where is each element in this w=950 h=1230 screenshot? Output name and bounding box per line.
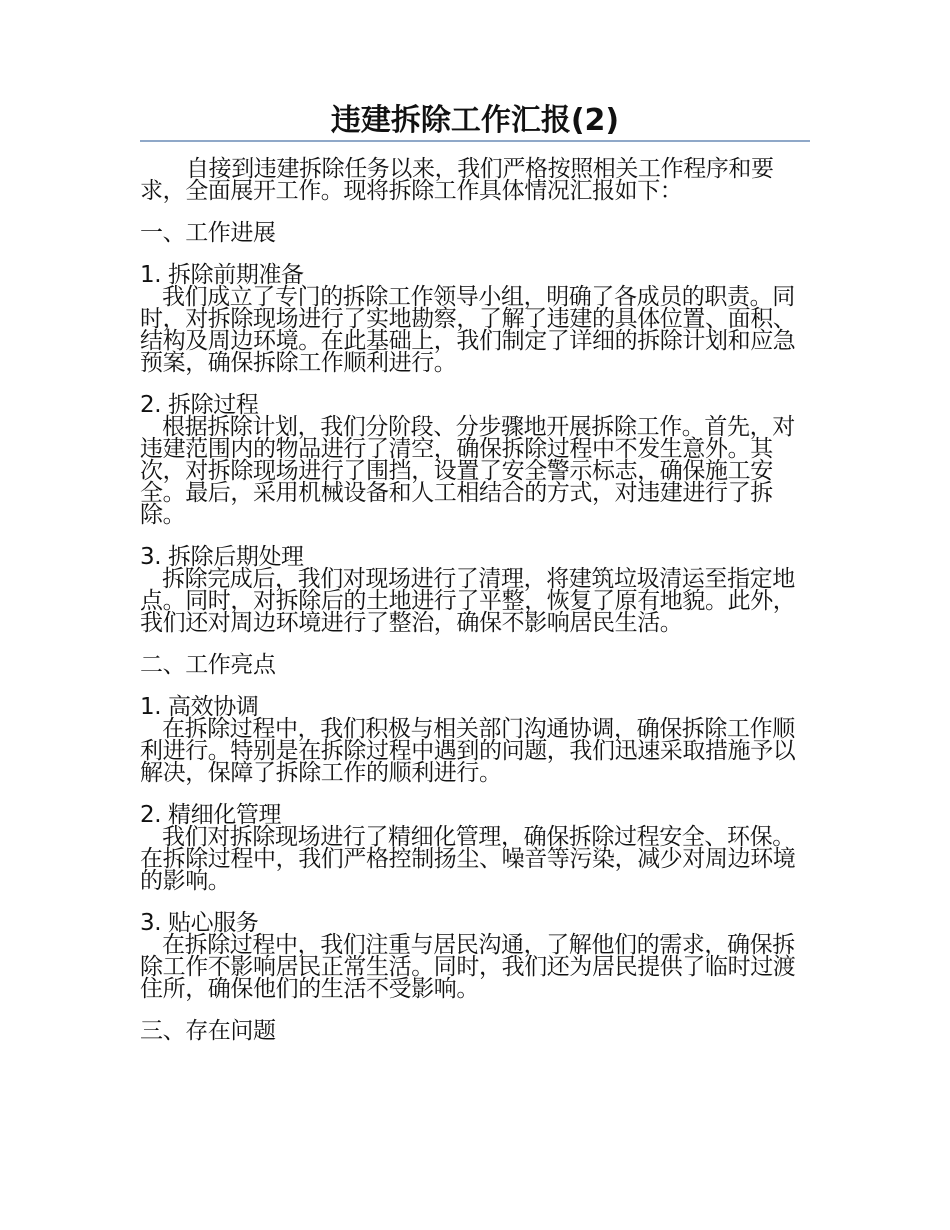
subheading-management: 2. 精细化管理 — [140, 802, 282, 828]
paragraph-process: 根据拆除计划，我们分阶段、分步骤地开展拆除工作。首先，对违建范围内的物品进行了清空，确保拆除过程中不发生意外。其次，对拆除现场进行了围挡，设置了安全警示标志，确保施工安全。最后，采用机械设备和人工相结合的方式，对违建进行了拆除。 — [140, 414, 795, 528]
paragraph-coordination: 在拆除过程中，我们积极与相关部门沟通协调，确保拆除工作顺利进行。特别是在拆除过程中遇到的问题，我们迅速采取措施予以解决，保障了拆除工作的顺利进行。 — [140, 716, 796, 786]
subheading-aftermath: 3. 拆除后期处理 — [140, 544, 304, 570]
document-page — [140, 100, 810, 1042]
section-heading-problems: 三、存在问题 — [140, 1018, 276, 1044]
subheading-preparation: 1. 拆除前期准备 — [140, 262, 304, 288]
paragraph-service: 在拆除过程中，我们注重与居民沟通，了解他们的需求，确保拆除工作不影响居民正常生活。同时，我们还为居民提供了临时过渡住所，确保他们的生活不受影响。 — [140, 932, 796, 1002]
paragraph-aftermath: 拆除完成后，我们对现场进行了清理，将建筑垃圾清运至指定地点。同时，对拆除后的土地进行了平整，恢复了原有地貌。此外，我们还对周边环境进行了整治，确保不影响居民生活。 — [140, 566, 796, 636]
section-heading-progress: 一、工作进展 — [140, 220, 276, 246]
paragraph-preparation: 我们成立了专门的拆除工作领导小组，明确了各成员的职责。同时，对拆除现场进行了实地勘察，了解了违建的具体位置、面积、结构及周边环境。在此基础上，我们制定了详细的拆除计划和应急预案，确保拆除工作顺利进行。 — [140, 284, 796, 376]
subheading-service: 3. 贴心服务 — [140, 910, 259, 936]
paragraph-management: 我们对拆除现场进行了精细化管理，确保拆除过程安全、环保。在拆除过程中，我们严格控制扬尘、噪音等污染，减少对周边环境的影响。 — [140, 824, 796, 894]
subheading-process: 2. 拆除过程 — [140, 392, 259, 418]
subheading-coordination: 1. 高效协调 — [140, 694, 259, 720]
section-heading-highlights: 二、工作亮点 — [140, 652, 276, 678]
document-title: 违建拆除工作汇报(2) — [330, 103, 620, 138]
intro-paragraph: 自接到违建拆除任务以来，我们严格按照相关工作程序和要求，全面展开工作。现将拆除工作具体情况汇报如下： — [140, 156, 774, 204]
